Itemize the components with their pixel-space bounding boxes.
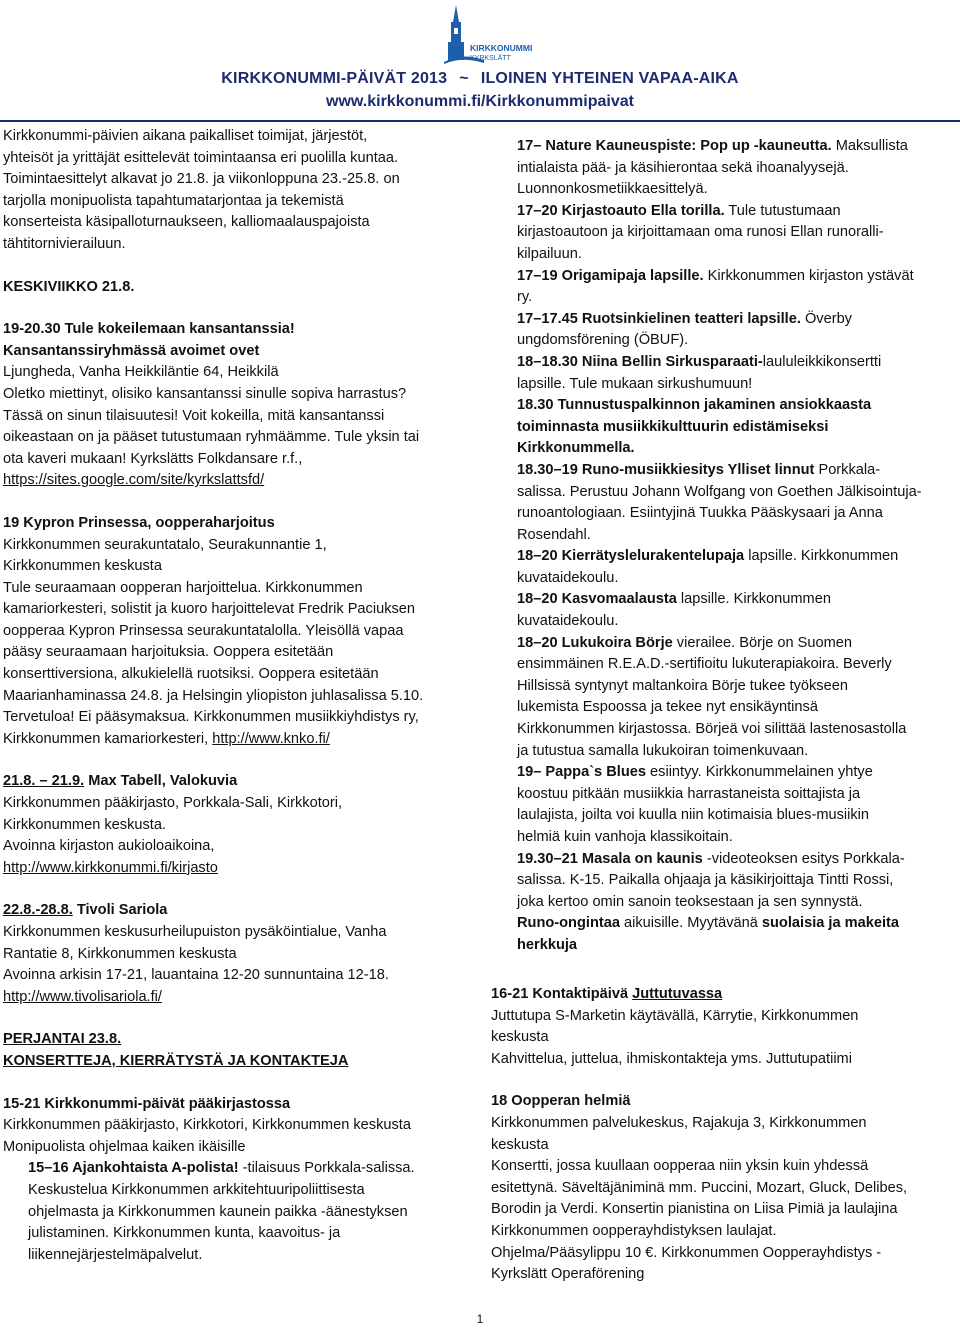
sub-event-line: liikennejärjestelmäpalvelut.: [28, 1246, 203, 1263]
event-date: 16-21 Kontaktipäivä: [491, 986, 633, 1002]
program-item-line: Hillsissä syntynyt maltankoira Börje tukee työkseen: [517, 677, 848, 694]
event-line: Kirkkonummen keskusta.: [3, 816, 167, 833]
event-subtitle: Kansantanssiryhmässä avoimet ovet: [3, 342, 260, 359]
event-line: Kahvittelua, juttelua, ihmiskontakteja yms. Juttutupatiimi: [491, 1050, 852, 1067]
event-title: Tivoli Sariola: [72, 902, 168, 919]
program-item-title: Runo-ongintaa: [517, 915, 620, 932]
kyrkslatts-folkdansare-link[interactable]: https://sites.google.com/site/kyrkslattsfd/: [3, 472, 265, 489]
program-item-line: intialaista pää- ja käsihierontaa sekä ihoanalyysejä.: [517, 159, 849, 176]
event-date: 22.8.-28.8.: [3, 902, 73, 919]
program-item-line: runoantologiaan. Esiintyjinä Tuukka Pääskysaari ja Anna: [517, 505, 883, 522]
event-title: Juttutuvassa: [632, 986, 723, 1002]
left-column: [3, 126, 481, 1266]
event-line: Kirkkonummen seurakuntatalo, Seurakunnantie 1,: [3, 536, 327, 553]
program-item-text: aikuisille. Myytävänä: [619, 915, 762, 932]
program-item-title: 18–20 Kasvomaalausta: [517, 591, 677, 608]
header-url[interactable]: www.kirkkonummi.fi/Kirkkonummipaivat: [326, 93, 634, 110]
program-item-line: salissa. K-15. Paikalla ohjaaja ja käsikirjoittaja Tintti Rossi,: [517, 872, 894, 889]
event-title: 15-21 Kirkkonummi-päivät pääkirjastossa: [3, 1095, 291, 1112]
program-item-text: vierailee. Börje on Suomen: [672, 634, 853, 651]
program-item-line: laulajista, joilta voi kuulla niin kotimaisia blues-musiikin: [517, 807, 870, 824]
header-divider: [0, 120, 960, 122]
program-item-line: salissa. Perustuu Johann Wolfgang von Goethen Jälkisointuja-: [517, 483, 922, 500]
program-item-title: 19.30–21 Masala on kaunis: [517, 850, 703, 867]
event-line: Ljungheda, Vanha Heikkiläntie 64, Heikkilä: [3, 364, 279, 381]
event-line: Avoinna arkisin 17-21, lauantaina 12-20 sunnuntaina 12-18.: [3, 967, 389, 984]
event-line: Kirkkonummen pääkirjasto, Kirkkotori, Kirkkonummen keskusta: [3, 1117, 411, 1134]
program-item-line: lukemista Espoossa ja tekee nyt ensikäyntinsä: [517, 699, 818, 716]
program-item-title: 17–17.45 Ruotsinkielinen teatteri lapsille.: [517, 310, 801, 327]
event-line: Juttutupa S-Marketin käytävällä, Kärrytie, Kirkkonummen: [491, 1007, 859, 1024]
program-item-line: kuvataidekoulu.: [517, 613, 619, 630]
sub-event-title: 15–16 Ajankohtaista A-polista!: [28, 1160, 239, 1177]
logo-text-sv: KYRKSLÄTT: [470, 55, 511, 62]
program-item-text: Porkkala-: [814, 461, 881, 478]
program-item-line: ungdomsförening (ÖBUF).: [517, 332, 689, 349]
right-column-events: [491, 984, 956, 1286]
sub-event-line: julistaminen. Kirkkonummen kunta, kaavoitus- ja: [28, 1225, 341, 1242]
program-item-line: ensimmäinen R.E.A.D.-sertifioitu lukuterapiakoira. Beverly: [517, 656, 892, 673]
event-title: Max Tabell, Valokuvia: [84, 773, 238, 790]
event-line: Kirkkonummen pääkirjasto, Porkkala-Sali, Kirkkotori,: [3, 795, 343, 812]
title-left: KIRKKONUMMI-PÄIVÄT 2013: [221, 70, 448, 87]
event-line: Ohjelma/Pääsylippu 10 €. Kirkkonummen Oopperayhdistys -: [491, 1244, 882, 1261]
event-line: Monipuolista ohjelmaa kaiken ikäisille: [3, 1138, 246, 1155]
program-item-text: esiintyy. Kirkkonummelainen yhtye: [645, 764, 873, 781]
intro-line: konserteista käsipalloturnaukseen, kalliomaalauspajoista: [3, 214, 370, 231]
program-item-line: lapsille. Tule mukaan sirkushumuun!: [517, 375, 753, 392]
program-item-line: koostuu pitkään musiikkia harrastaneista soittajista ja: [517, 785, 861, 802]
program-item-line: Luonnonkosmetiikkaesittelyä.: [517, 181, 708, 198]
intro-line: yhteisöt ja yrittäjät esittelevät toimintaansa eri puolilla kuntaa.: [3, 149, 399, 166]
intro-line: tarjolla monipuolista tapahtumatarjontaa ja tekemistä: [3, 192, 344, 209]
program-item-line: helmiä kuin vanhoja klassikoitain.: [517, 829, 733, 845]
day-heading-friday: PERJANTAI 23.8.: [3, 1031, 122, 1048]
program-item-text: Tule tutustumaan: [724, 202, 841, 219]
kirkkonummi-logo: [440, 2, 550, 66]
sub-event-block: [3, 1158, 481, 1266]
event-line: Kirkkonummen keskusurheilupuiston pysäköintialue, Vanha: [3, 924, 387, 940]
program-item-text: lapsille. Kirkkonummen: [744, 548, 899, 565]
tivoli-sariola-link[interactable]: http://www.tivolisariola.fi/: [3, 988, 162, 1005]
program-item-line: Kirkkonummen kirjastossa. Börjeä voi silittää lastenosastolla: [517, 721, 907, 738]
event-line: keskusta: [491, 1136, 549, 1153]
event-line: Konsertti, jossa kuullaan oopperaa niin yksin kuin yhdessä: [491, 1158, 869, 1175]
program-item-title: 18–20 Kierrätyslelurakentelupaja: [517, 548, 745, 565]
page-number: 1: [476, 1312, 484, 1326]
event-line: Kyrkslätt Operaförening: [491, 1266, 645, 1283]
sub-event-line: ohjelmasta ja Kirkkonummen kaunein paikka -äänestyksen: [28, 1203, 408, 1220]
program-item-line: ja tutustua samalla lukukoiran toimenkuvaan.: [517, 742, 809, 759]
program-item-title: herkkuja: [517, 936, 578, 953]
event-line: Kirkkonummen kamariorkesteri,: [3, 730, 213, 747]
event-line: kamariorkesteri, solistit ja kuoro harjoittelevat Fredrik Paciuksen: [3, 601, 416, 618]
event-line: Tule seuraamaan oopperan harjoittelua. Kirkkonummen: [3, 579, 363, 596]
day-heading-wednesday: KESKIVIIKKO 21.8.: [3, 278, 135, 295]
knko-link[interactable]: http://www.knko.fi/: [212, 730, 330, 747]
program-item-line: ry.: [517, 289, 533, 306]
program-item-title: suolaisia ja makeita: [761, 915, 900, 932]
program-item-title: 17–19 Origamipaja lapsille.: [517, 267, 704, 284]
program-item-title: 18.30 Tunnustuspalkinnon jakaminen ansiokkaasta: [517, 397, 872, 414]
event-line: oikeastaan on ja pääset tutustumaan ryhmäämme. Tule yksin tai: [3, 429, 420, 446]
program-item-line: Rosendahl.: [517, 526, 591, 543]
program-item-title: 17– Nature Kauneuspiste: Pop up -kauneutta.: [517, 138, 832, 154]
program-item-text: -videoteoksen esitys Porkkala-: [702, 850, 905, 867]
program-item-text: lapsille. Kirkkonummen: [676, 591, 831, 608]
event-line: Kirkkonummen oopperayhdistyksen laulajat.: [491, 1222, 777, 1239]
event-line: Tässä on sinun tilaisuutesi! Voit kokeilla, mitä kansantanssi: [3, 407, 385, 424]
program-item-title: 18–18.30 Niina Bellin Sirkusparaati-: [517, 353, 763, 370]
event-line: pääsy seuraamaan harjoituksia. Ooppera esitetään: [3, 644, 334, 661]
event-line: Oletko miettinyt, olisiko kansantanssi sinulle sopiva harrastus?: [3, 385, 407, 402]
program-item-title: 17–20 Kirjastoauto Ella torilla.: [517, 202, 725, 219]
event-title: 19-20.30 Tule kokeilemaan kansantanssia!: [3, 321, 295, 338]
program-item-title: 18–20 Lukukoira Börje: [517, 634, 673, 651]
page-title: [0, 70, 960, 88]
program-item-title: toiminnasta musiikkikulttuurin edistämiseksi: [517, 418, 829, 435]
event-line: Maarianhaminassa 24.8. ja Helsingin yliopiston juhlasalissa 5.10.: [3, 687, 424, 704]
event-line: Rantatie 8, Kirkkonummen keskusta: [3, 945, 237, 962]
event-line: Kirkkonummen keskusta: [3, 558, 162, 575]
title-right: ILOINEN YHTEINEN VAPAA-AIKA: [480, 70, 739, 87]
day-subheading: KONSERTTEJA, KIERRÄTYSTÄ JA KONTAKTEJA: [3, 1052, 349, 1069]
program-item-text: Kirkkonummen kirjaston ystävät: [703, 267, 914, 284]
right-column-program: [517, 136, 957, 957]
program-item-title: 19– Pappa`s Blues: [517, 764, 646, 781]
event-title: 18 Oopperan helmiä: [491, 1093, 631, 1110]
program-item-line: kilpailuun.: [517, 245, 582, 262]
program-item-title: Kirkkonummella.: [517, 440, 635, 457]
event-line: konserttiversiona, alkukielellä ruotsiksi. Ooppera esitetään: [3, 666, 379, 683]
kirjasto-link[interactable]: http://www.kirkkonummi.fi/kirjasto: [3, 859, 218, 876]
event-line: oopperaa Kypron Prinsessa seurakuntatalolla. Yleisöllä vapaa: [3, 622, 404, 639]
event-line: Borodin ja Verdi. Konsertin pianistina on Liisa Pimiä ja laulajina: [491, 1201, 898, 1218]
program-item-line: joka kertoo omin sanoin teoksestaan ja sen synnystä.: [517, 893, 863, 910]
event-title: 19 Kypron Prinsessa, oopperaharjoitus: [3, 514, 275, 531]
event-line: Kirkkonummen palvelukeskus, Rajakuja 3, Kirkkonummen: [491, 1114, 867, 1131]
event-date: 21.8. – 21.9.: [3, 773, 85, 790]
program-item-line: kuvataidekoulu.: [517, 569, 619, 586]
intro-line: Kirkkonummi-päivien aikana paikalliset toimijat, järjestöt,: [3, 128, 368, 144]
sub-event-text: -tilaisuus Porkkala-salissa.: [238, 1160, 415, 1177]
sub-event-line: Keskustelua Kirkkonummen arkkitehtuuripoliittisesta: [28, 1181, 365, 1198]
intro-line: Toimintaesittelyt alkavat jo 21.8. ja viikonloppuna 23.-25.8. on: [3, 171, 400, 188]
program-item-title: 18.30–19 Runo-musiikkiesitys Ylliset linnut: [517, 461, 815, 478]
event-line: ota kaveri mukaan! Kyrkslätts Folkdansare r.f.,: [3, 450, 303, 467]
program-item-text: Maksullista: [831, 138, 908, 154]
logo-text-fi: KIRKKONUMMI: [470, 43, 533, 53]
title-separator: ~: [459, 70, 469, 87]
event-line: Avoinna kirjaston aukioloaikoina,: [3, 838, 215, 855]
intro-line: tähtitornivierailuun.: [3, 235, 126, 252]
event-line: Tervetuloa! Ei pääsymaksua. Kirkkonummen musiikkiyhdistys ry,: [3, 709, 419, 726]
event-line: esitettynä. Säveltäjäniminä mm. Puccini, Mozart, Gluck, Delibes,: [491, 1179, 908, 1196]
program-item-line: kirjastoautoon ja kirjoittamaan oma runosi Ellan runoralli-: [517, 224, 884, 241]
event-line: keskusta: [491, 1029, 549, 1046]
program-item-text: Överby: [800, 310, 852, 327]
program-item-text: laululeikkikonsertti: [762, 353, 882, 370]
